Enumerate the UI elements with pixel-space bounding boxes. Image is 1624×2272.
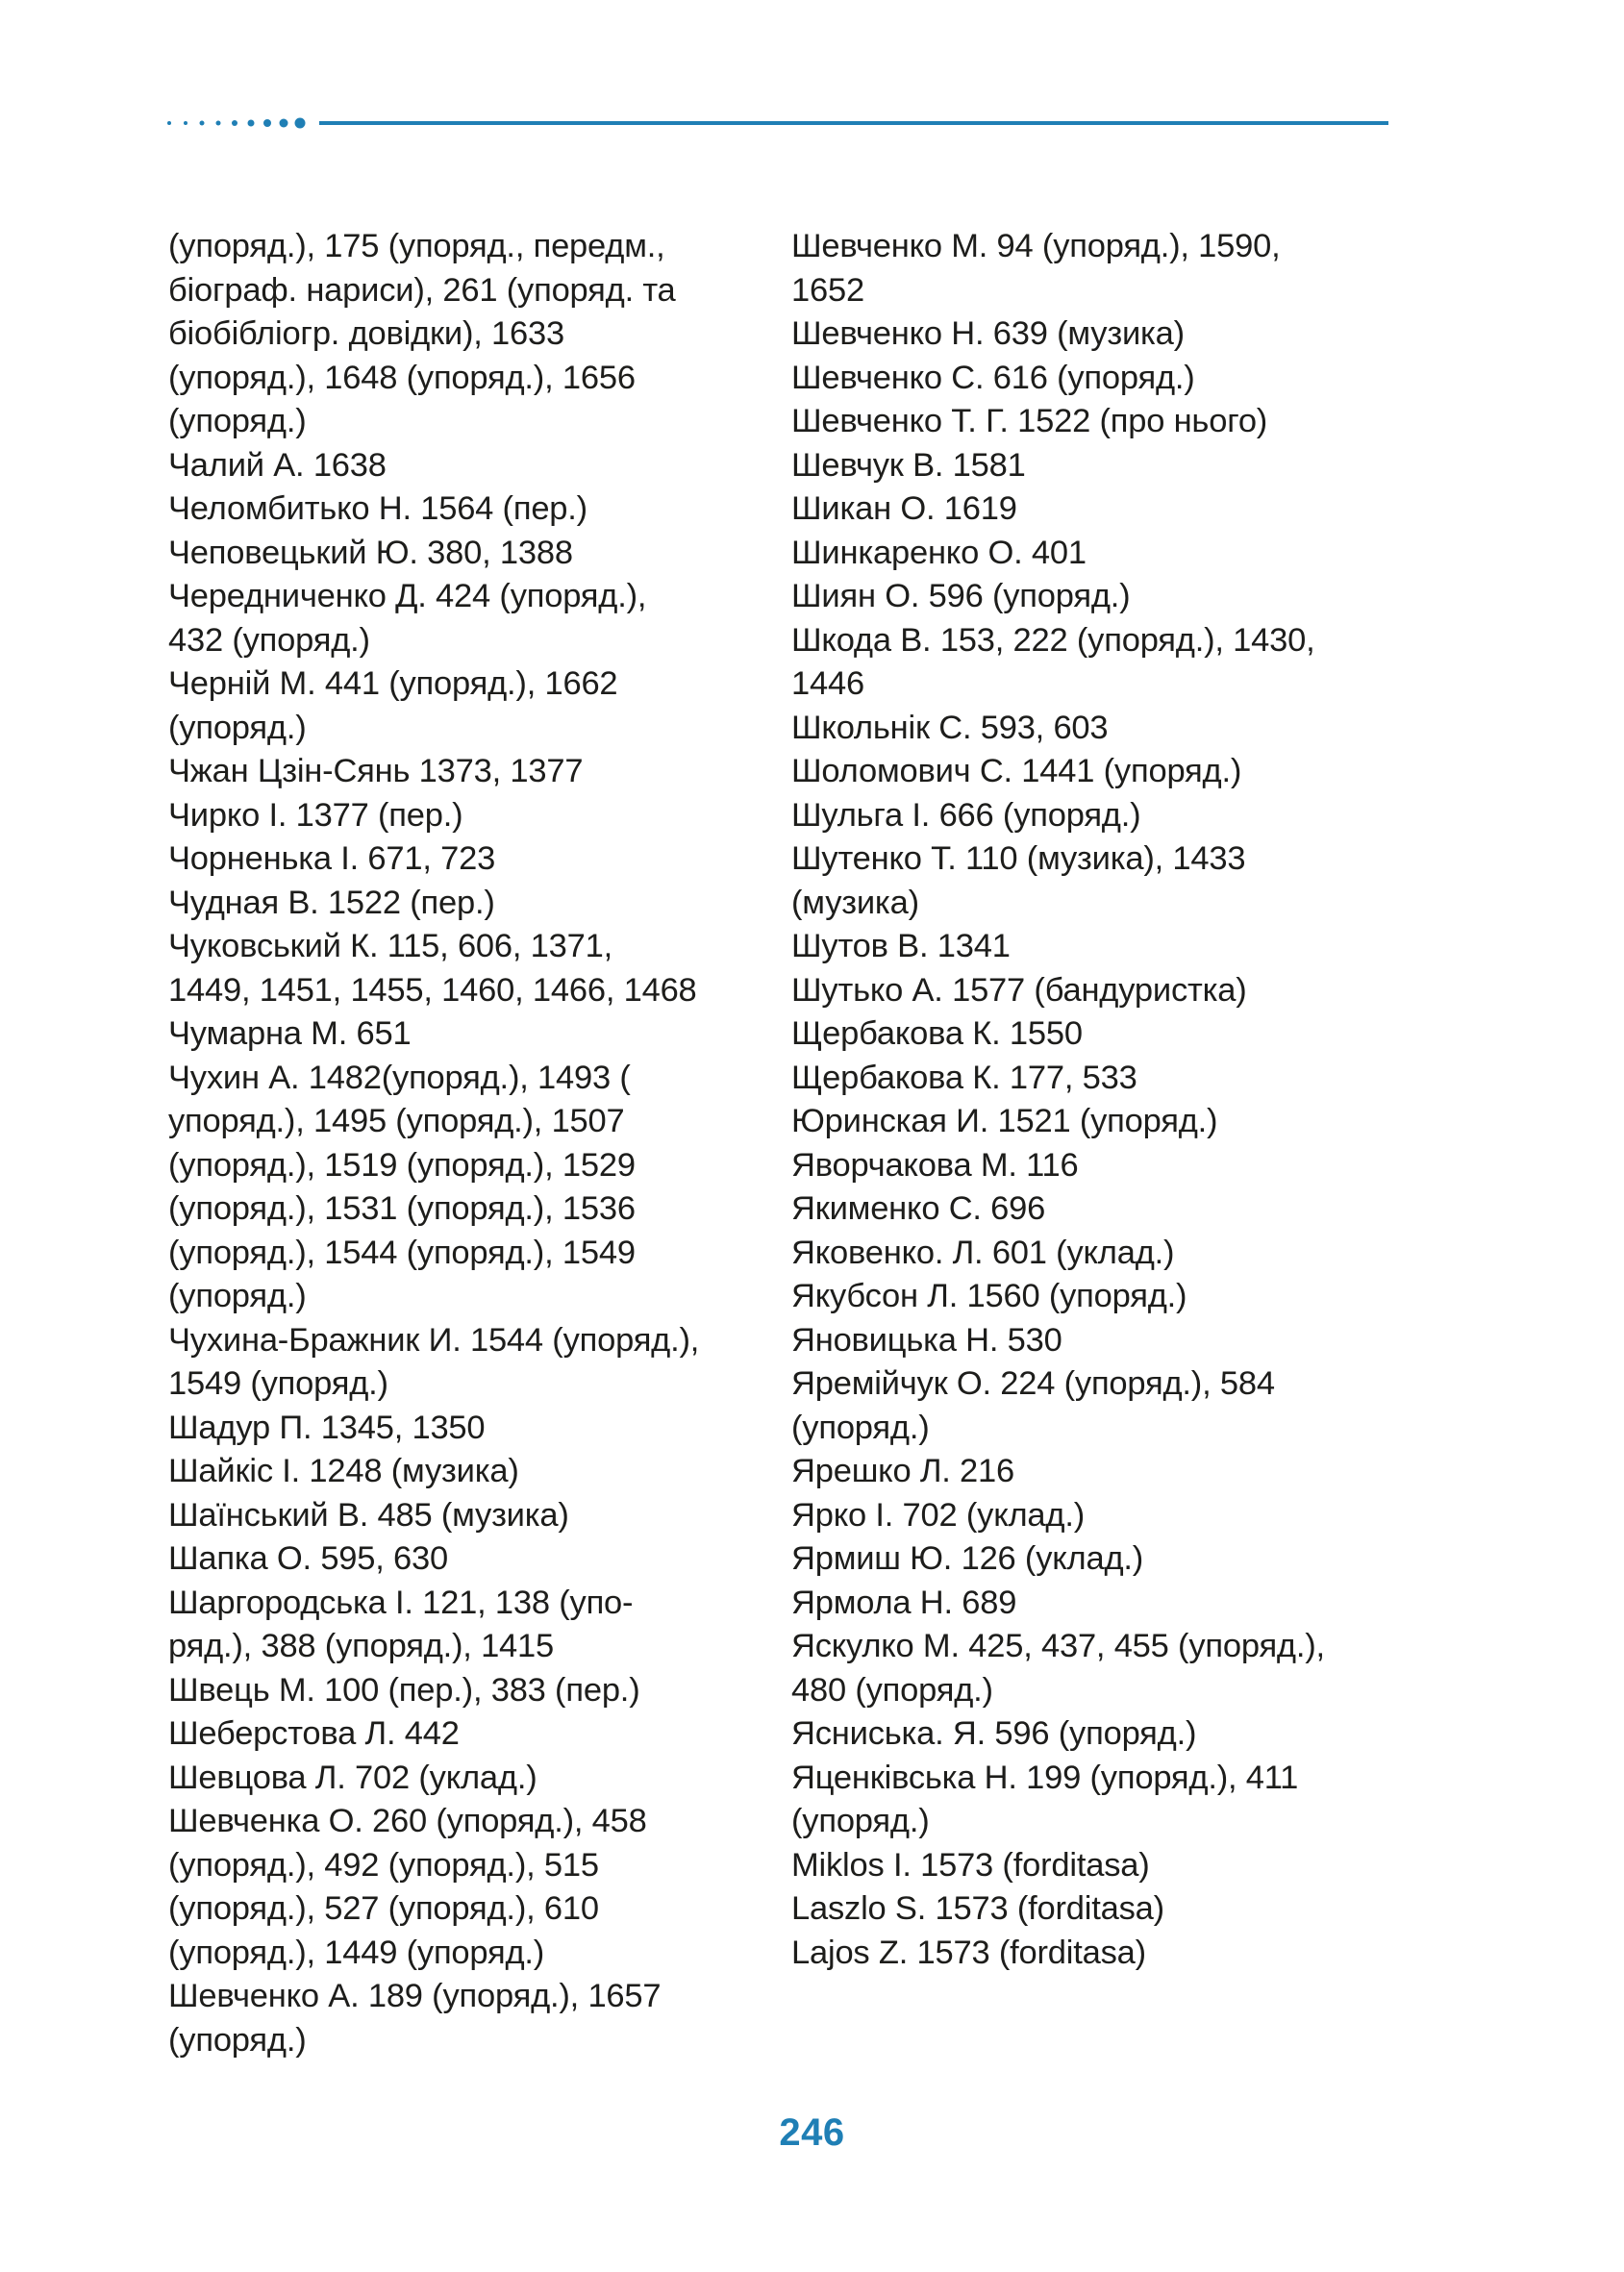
index-line: (упоряд.), 492 (упоряд.), 515 xyxy=(168,1846,599,1884)
index-line: (упоряд.), 1519 (упоряд.), 1529 xyxy=(168,1146,636,1184)
index-line: Шульга І. 666 (упоряд.) xyxy=(791,796,1141,834)
index-line: Яремійчук О. 224 (упоряд.), 584 xyxy=(791,1365,1275,1402)
index-line: Чалий А. 1638 xyxy=(168,446,387,484)
header-dot xyxy=(232,120,237,126)
index-line: Шеберстова Л. 442 xyxy=(168,1715,460,1752)
index-line: (упоряд.), 1531 (упоряд.), 1536 xyxy=(168,1190,636,1227)
index-line: 1449, 1451, 1455, 1460, 1466, 1468 xyxy=(168,971,697,1009)
header-dot xyxy=(167,121,171,125)
index-line: 1549 (упоряд.) xyxy=(168,1365,388,1402)
index-line: (упоряд.), 1449 (упоряд.) xyxy=(168,1934,545,1971)
index-line: (упоряд.) xyxy=(168,403,307,439)
index-line: Школьнік С. 593, 603 xyxy=(791,709,1109,746)
index-line: Челомбитько Н. 1564 (пер.) xyxy=(168,490,587,527)
index-line: Чирко І. 1377 (пер.) xyxy=(168,796,463,834)
index-line: біограф. нариси), 261 (упоряд. та xyxy=(168,271,676,309)
index-line: (упоряд.) xyxy=(791,1803,930,1839)
header-decorative-rule xyxy=(165,115,1388,131)
index-line: Чухина-Бражник И. 1544 (упоряд.), xyxy=(168,1321,700,1359)
index-line: Шикан О. 1619 xyxy=(791,490,1017,527)
index-line: Шкода В. 153, 222 (упоряд.), 1430, xyxy=(791,621,1315,659)
index-line: Laszlo S. 1573 (forditasa) xyxy=(791,1890,1164,1927)
index-line: 1446 xyxy=(791,665,864,702)
header-dot xyxy=(263,119,271,127)
index-line: Якименко С. 696 xyxy=(791,1190,1046,1227)
index-line: Чеповецький Ю. 380, 1388 xyxy=(168,534,573,571)
index-line: Шевцова Л. 702 (уклад.) xyxy=(168,1759,537,1796)
index-column-right xyxy=(791,225,1407,1975)
index-line: Ярмиш Ю. 126 (уклад.) xyxy=(791,1540,1144,1577)
index-line: Шевченко Н. 639 (музика) xyxy=(791,315,1185,352)
index-column-left xyxy=(168,225,764,2062)
index-line: біобібліогр. довідки), 1633 xyxy=(168,315,564,352)
index-line: Шевченко А. 189 (упоряд.), 1657 xyxy=(168,1978,662,2014)
index-line: 480 (упоряд.) xyxy=(791,1671,993,1709)
header-line xyxy=(319,121,1388,125)
index-line: Шиян О. 596 (упоряд.) xyxy=(791,578,1131,614)
header-dot xyxy=(248,120,255,127)
index-line: (упоряд.) xyxy=(168,1278,307,1314)
index-line: (упоряд.), 1544 (упоряд.), 1549 xyxy=(168,1234,636,1271)
index-line: Шоломович С. 1441 (упоряд.) xyxy=(791,753,1242,789)
index-line: 432 (упоряд.) xyxy=(168,621,370,659)
index-line: Шевченко С. 616 (упоряд.) xyxy=(791,359,1195,396)
header-dot xyxy=(295,118,306,129)
index-line: (упоряд.), 1648 (упоряд.), 1656 xyxy=(168,359,636,396)
index-line: Швець М. 100 (пер.), 383 (пер.) xyxy=(168,1671,640,1709)
index-line: Чудная В. 1522 (пер.) xyxy=(168,884,495,921)
index-line: (музика) xyxy=(791,884,919,921)
index-line: Яновицька Н. 530 xyxy=(791,1321,1062,1359)
index-line: Ясниська. Я. 596 (упоряд.) xyxy=(791,1715,1197,1752)
index-line: Щербакова К. 1550 xyxy=(791,1015,1083,1052)
index-line: Яворчакова М. 116 xyxy=(791,1146,1079,1184)
index-line: Чередниченко Д. 424 (упоряд.), xyxy=(168,578,647,614)
index-line: Щербакова К. 177, 533 xyxy=(791,1059,1137,1096)
index-line: Шаргородська І. 121, 138 (упо- xyxy=(168,1584,634,1621)
index-line: (упоряд.) xyxy=(791,1409,930,1446)
index-line: упоряд.), 1495 (упоряд.), 1507 xyxy=(168,1103,625,1139)
header-dot xyxy=(280,119,288,128)
index-line: (упоряд.), 527 (упоряд.), 610 xyxy=(168,1890,599,1927)
index-line: Чорненька І. 671, 723 xyxy=(168,840,496,877)
index-line: Чумарна М. 651 xyxy=(168,1015,412,1052)
index-line: (упоряд.), 175 (упоряд., передм., xyxy=(168,228,665,264)
index-line: Яценківська Н. 199 (упоряд.), 411 xyxy=(791,1759,1299,1796)
index-line: Шутенко Т. 110 (музика), 1433 xyxy=(791,840,1246,877)
index-line: ряд.), 388 (упоряд.), 1415 xyxy=(168,1628,555,1664)
index-line: Ярмола Н. 689 xyxy=(791,1584,1017,1621)
index-line: Ярешко Л. 216 xyxy=(791,1453,1014,1489)
index-line: Чуковський К. 115, 606, 1371, xyxy=(168,928,613,964)
index-line: Якубсон Л. 1560 (упоряд.) xyxy=(791,1278,1187,1314)
index-line: Черній М. 441 (упоряд.), 1662 xyxy=(168,665,618,702)
index-line: Чжан Цзін-Сянь 1373, 1377 xyxy=(168,753,584,789)
index-line: (упоряд.) xyxy=(168,2021,307,2059)
index-line: Шайкіс І. 1248 (музика) xyxy=(168,1453,519,1489)
index-line: Шинкаренко О. 401 xyxy=(791,534,1087,571)
index-line: Шевченко М. 94 (упоряд.), 1590, xyxy=(791,228,1281,264)
index-line: 1652 xyxy=(791,271,864,309)
index-line: Ярко І. 702 (уклад.) xyxy=(791,1496,1086,1534)
header-dot xyxy=(216,121,221,126)
page-number: 246 xyxy=(779,2111,845,2154)
index-line: Шутько А. 1577 (бандуристка) xyxy=(791,971,1247,1009)
index-line: Шевченко Т. Г. 1522 (про нього) xyxy=(791,403,1268,439)
index-line: Шевченка О. 260 (упоряд.), 458 xyxy=(168,1803,647,1839)
index-line: Яковенко. Л. 601 (уклад.) xyxy=(791,1234,1175,1271)
index-line: Чухин А. 1482(упоряд.), 1493 ( xyxy=(168,1059,631,1096)
index-line: Шутов В. 1341 xyxy=(791,928,1011,964)
header-dot xyxy=(200,121,205,126)
index-line: Юринская И. 1521 (упоряд.) xyxy=(791,1103,1218,1139)
index-line: Шадур П. 1345, 1350 xyxy=(168,1409,486,1446)
index-line: Lajos Z. 1573 (forditasa) xyxy=(791,1934,1146,1971)
index-line: (упоряд.) xyxy=(168,709,307,746)
index-line: Яскулко М. 425, 437, 455 (упоряд.), xyxy=(791,1628,1325,1664)
index-line: Шапка О. 595, 630 xyxy=(168,1540,449,1577)
header-dot xyxy=(184,121,187,125)
index-line: Шевчук В. 1581 xyxy=(791,446,1026,484)
index-line: Шаїнський В. 485 (музика) xyxy=(168,1496,569,1534)
index-line: Miklos I. 1573 (forditasa) xyxy=(791,1846,1150,1884)
